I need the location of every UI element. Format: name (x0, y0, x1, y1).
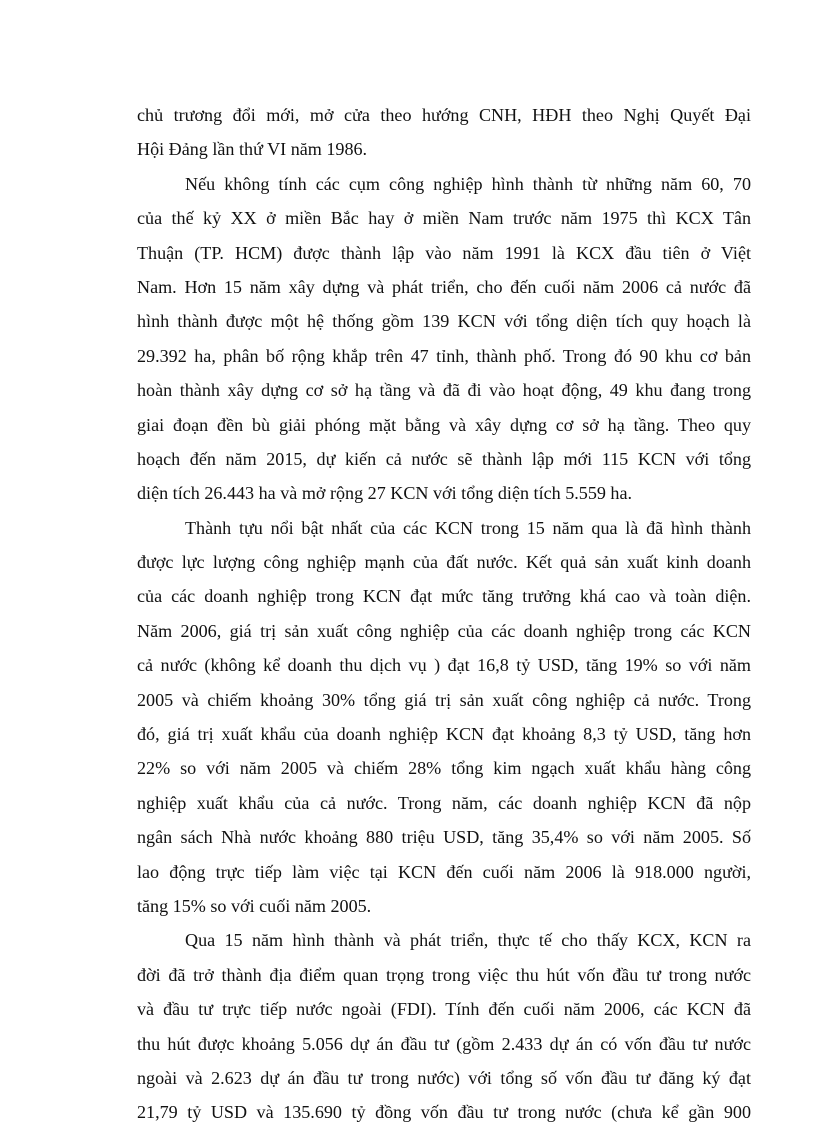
text-line: và đầu tư trực tiếp nước ngoài (FDI). Tính đến cuối năm 2006, các KCN đã (137, 999, 751, 1020)
paragraph-4 (137, 923, 751, 1129)
text-line: 2005 và chiếm khoảng 30% tổng giá trị sản xuất công nghiệp cả nước. Trong (137, 689, 751, 710)
paragraph-3 (137, 511, 751, 924)
text-line: diện tích 26.443 ha và mở rộng 27 KCN với tổng diện tích 5.559 ha. (137, 483, 633, 504)
paragraph-1 (137, 98, 751, 167)
text-line: 21,79 tỷ USD và 135.690 tỷ đồng vốn đầu tư trong nước (chưa kể gần 900 (137, 1102, 751, 1123)
paragraph-2 (137, 167, 751, 511)
text-line: hình thành được một hệ thống gồm 139 KCN với tổng diện tích quy hoạch là (137, 311, 751, 332)
text-line: lao động trực tiếp làm việc tại KCN đến cuối năm 2006 là 918.000 người, (137, 861, 751, 882)
text-line: Năm 2006, giá trị sản xuất công nghiệp của các doanh nghiệp trong các KCN (137, 620, 751, 641)
text-line: Nam. Hơn 15 năm xây dựng và phát triển, cho đến cuối năm 2006 cả nước đã (137, 276, 751, 297)
text-line: ngân sách Nhà nước khoảng 880 triệu USD, tăng 35,4% so với năm 2005. Số (137, 827, 751, 848)
text-line: đó, giá trị xuất khẩu của doanh nghiệp KCN đạt khoảng 8,3 tỷ USD, tăng hơn (137, 724, 751, 745)
text-line: của các doanh nghiệp trong KCN đạt mức tăng trưởng khá cao và toàn diện. (137, 586, 751, 607)
text-line: Thành tựu nổi bật nhất của các KCN trong 15 năm qua là đã hình thành (185, 517, 751, 538)
text-line: hoàn thành xây dựng cơ sở hạ tầng và đã đi vào hoạt động, 49 khu đang trong (137, 380, 751, 401)
text-line: Thuận (TP. HCM) được thành lập vào năm 1991 là KCX đầu tiên ở Việt (137, 242, 751, 263)
text-line: Nếu không tính các cụm công nghiệp hình thành từ những năm 60, 70 (185, 173, 751, 194)
text-line: tăng 15% so với cuối năm 2005. (137, 895, 372, 916)
text-line: ngoài và 2.623 dự án đầu tư trong nước) với tổng số vốn đầu tư đăng ký đạt (137, 1067, 751, 1088)
document-page (137, 98, 751, 1130)
text-line: cả nước (không kể doanh thu dịch vụ ) đạt 16,8 tỷ USD, tăng 19% so với năm (137, 655, 751, 676)
text-line: hoạch đến năm 2015, dự kiến cả nước sẽ thành lập mới 115 KCN với tổng (137, 448, 751, 469)
text-line: Hội Đảng lần thứ VI năm 1986. (137, 139, 368, 160)
text-line: được lực lượng công nghiệp mạnh của đất nước. Kết quả sản xuất kinh doanh (137, 552, 751, 573)
text-line: của thế kỷ XX ở miền Bắc hay ở miền Nam trước năm 1975 thì KCX Tân (137, 208, 751, 229)
text-line: thu hút được khoảng 5.056 dự án đầu tư (gồm 2.433 dự án có vốn đầu tư nước (137, 1033, 751, 1054)
text-line: đời đã trở thành địa điểm quan trọng trong việc thu hút vốn đầu tư trong nước (137, 964, 751, 985)
text-line: nghiệp xuất khẩu của cả nước. Trong năm, các doanh nghiệp KCN đã nộp (137, 792, 751, 813)
text-line: 22% so với năm 2005 và chiếm 28% tổng kim ngạch xuất khẩu hàng công (137, 758, 751, 779)
text-line: chủ trương đổi mới, mở cửa theo hướng CNH, HĐH theo Nghị Quyết Đại (137, 105, 751, 125)
text-line: 29.392 ha, phân bố rộng khắp trên 47 tỉnh, thành phố. Trong đó 90 khu cơ bản (137, 345, 751, 366)
text-line: giai đoạn đền bù giải phóng mặt bằng và xây dựng cơ sở hạ tầng. Theo quy (137, 414, 751, 435)
text-line: Qua 15 năm hình thành và phát triển, thực tế cho thấy KCX, KCN ra (185, 930, 751, 951)
